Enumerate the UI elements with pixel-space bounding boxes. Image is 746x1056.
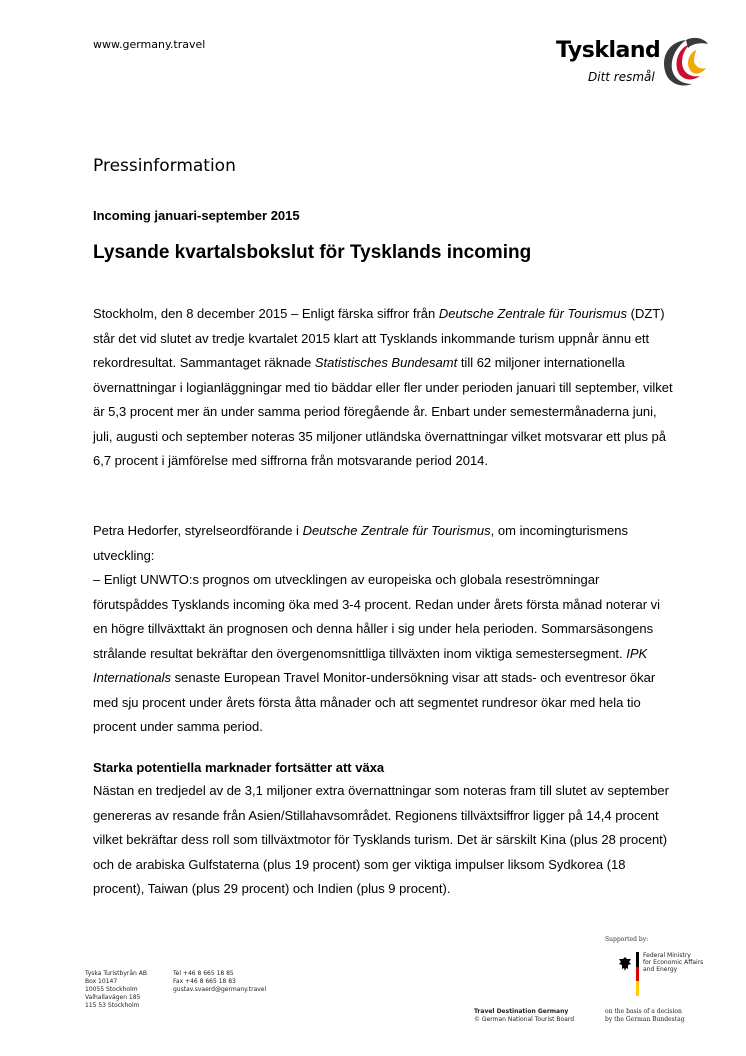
tyskland-logo: [552, 30, 712, 94]
kicker-heading: Incoming januari-september 2015: [93, 208, 300, 223]
logo-subtitle: Ditt resmål: [588, 70, 655, 84]
tdg-subtitle: © German National Tourist Board: [474, 1016, 575, 1023]
section-heading: Starka potentiella marknader fortsätter att växa: [93, 760, 385, 775]
body-paragraph-2: Petra Hedorfer, styrelseordförande i Deutsche Zentrale für Tourismus, om incomingturismens utveckling: – Enligt UNWTO:s prognos om utvecklingen av europeiska och globala reseströmningar förutspåddes Tysklands incoming öka med 3-4 procent. Redan under årets första månad noterar vi en högre tillväxttakt än prognosen och denna håller i sig under hela perioden. Sommarsäsongens strålande resultat bekräftar den övergenomsnittliga tillväxten inom viktiga semestersegment. IPK Internationals senaste European Travel Monitor-undersökning visar att stads- och eventresor ökar med sju procent under årets första åtta månader och att segmentet rundresor ökar med hela tio procent under samma period.: [93, 523, 661, 734]
ministry-logo: [614, 952, 714, 996]
german-flag-stripe: [636, 952, 639, 996]
ministry-name: Federal Ministry for Economic Affairs and Energy: [643, 952, 704, 973]
supported-by-label: Supported by:: [605, 936, 649, 943]
page-title: Lysande kvartalsbokslut för Tysklands incoming: [93, 242, 532, 263]
footer-contact: Tel +46 8 665 18 85 Fax +46 8 665 18 83 gustav.svaerd@germany.travel: [173, 970, 267, 993]
body-paragraph-1: Stockholm, den 8 december 2015 – Enligt färska siffror från Deutsche Zentrale für Tourismus (DZT) står det vid slutet av tredje kvartalet 2015 klart att Tysklands inkommande turism uppnår ännu ett rekordresultat. Sammantaget räknade Statistisches Bundesamt till 62 miljoner internationella övernattningar i logianläggningar med tio bäddar eller fler under perioden januari till september, vilket är 5,3 procent mer än under samma period föregående år. Enbart under semestermånaderna juni, juli, augusti och september noteras 35 miljoner utländska övernattningar vilket motsvarar ett plus på 6,7 procent i jämförelse med siffrorna från motsvarande period 2014.: [93, 306, 673, 468]
swoosh-logo-icon: [656, 34, 710, 90]
footer-address: Tyska Turistbyrån AB Box 10147 10055 Stockholm Valhallavägen 185 115 53 Stockholm: [85, 970, 147, 1009]
body-paragraph-3: Nästan en tredjedel av de 3,1 miljoner extra övernattningar som noteras fram till slutet av september genereras av resande från Asien/Stillahavsområdet. Regionens tillväxtsiffror ligger på 14,4 procent vilket bekräftar dess roll som tillväxtmotor för Tysklands turism. Det är särskilt Kina (plus 28 procent) och de arabiska Gulfstaterna (plus 19 procent) som ger viktiga impulser liksom Sydkorea (18 procent), Taiwan (plus 29 procent) och Indien (plus 9 procent).: [93, 783, 669, 896]
logo-title: Tyskland: [556, 38, 661, 63]
website-url[interactable]: www.germany.travel: [93, 38, 206, 51]
footer-tdg: [474, 1008, 574, 1024]
bundestag-basis: on the basis of a decision by the German Bundestag: [605, 1008, 685, 1023]
document-type: Pressinformation: [93, 156, 236, 176]
tdg-name: Travel Destination Germany: [474, 1008, 569, 1015]
federal-eagle-icon: [618, 956, 632, 972]
